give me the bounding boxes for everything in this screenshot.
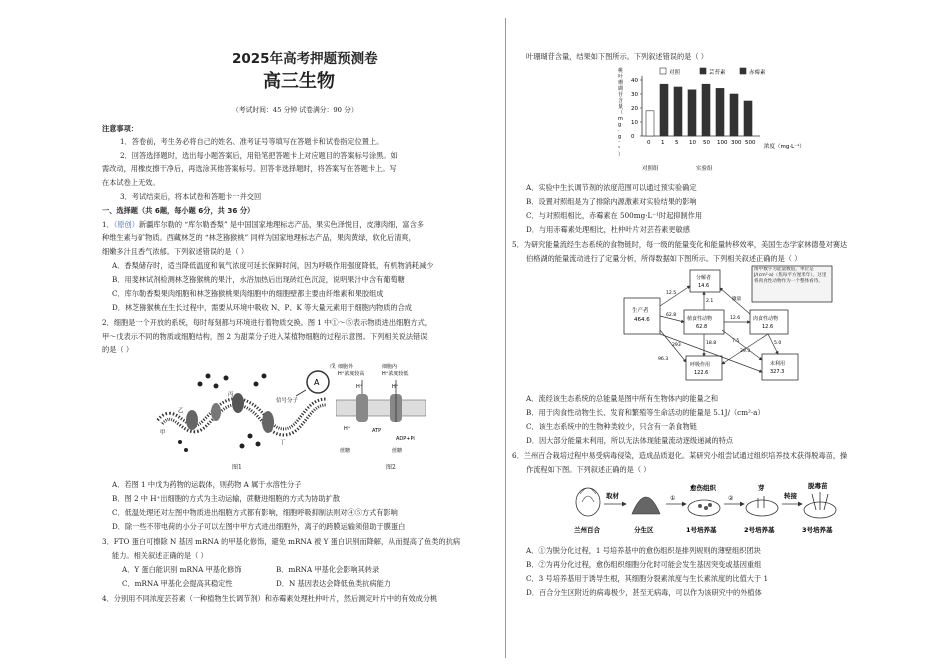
y-label-char: 量 bbox=[618, 104, 624, 110]
flow-label: 愈伤组织 bbox=[690, 484, 716, 492]
chart-group-label: 对照组 bbox=[642, 166, 659, 172]
chart-ylabel bbox=[618, 67, 623, 158]
bar-500 bbox=[744, 101, 752, 136]
flow-label: 芽 bbox=[758, 484, 765, 492]
x-tick-label: 5 bbox=[675, 140, 679, 146]
fig1-label: 乙 bbox=[178, 408, 184, 414]
x-tick-label: 1 bbox=[661, 140, 665, 146]
x-tick-label: 500 bbox=[745, 140, 756, 146]
figure-1-membrane bbox=[156, 362, 346, 460]
notes-heading: 注意事项： bbox=[102, 124, 138, 133]
y-label-char: ¹ bbox=[618, 146, 621, 152]
fig2-label: 蔗糖 bbox=[340, 448, 351, 454]
fig2-label: 蔗糖 bbox=[392, 448, 403, 454]
note-line: 1．答卷前，考生务必将自己的姓名、准考证号等填写在答题卡和试卷指定位置上。 bbox=[120, 137, 384, 146]
question-text: 甲～戊表示不同的物质或细胞结构，图 2 为甜菜分子进入某植物细胞的过程示意图。下列相关说法错误 bbox=[102, 332, 428, 341]
option-a: A．流经该生态系统的总能量是图中所有生物体内的能量之和 bbox=[526, 394, 719, 403]
flow-value: 12.5 bbox=[666, 291, 677, 296]
y-label-char: g bbox=[618, 122, 622, 128]
option-a: A．若图 1 中戊为药物的运载体，则药物 A 属于水溶性分子 bbox=[112, 480, 302, 489]
option-c: C．mRNA 甲基化会提高其稳定性 bbox=[122, 579, 233, 588]
x-tick-label: 300 bbox=[731, 140, 742, 146]
option-b: B．用斐林试剂检测林芝猕猴桃的果汁，水浴加热后出现砖红色沉淀，说明果汁中含有葡萄糖 bbox=[112, 275, 405, 284]
node-herbivore-value: 62.8 bbox=[696, 324, 708, 330]
bar-5 bbox=[674, 87, 682, 136]
y-label-char: 苷 bbox=[618, 92, 624, 98]
option-a: A．①为脱分化过程，1 号培养基中的愈伤组织是排列规则的薄壁组织团块 bbox=[526, 546, 761, 555]
flow-label: 转接 bbox=[784, 492, 797, 500]
flow-label: 2号培养基 bbox=[744, 526, 775, 534]
figure-2-caption: 图2 bbox=[386, 464, 396, 471]
fig2-label: 细胞内 bbox=[382, 364, 398, 370]
option-a: A．香梨储存时，适当降低温度和氧气浓度可延长保鲜时间，因为呼吸作用强度降低，有机物消耗减少 bbox=[112, 261, 434, 270]
option-d: D．与用赤霉素处理相比，杜仲叶片对芸苔素更敏感 bbox=[526, 225, 690, 234]
question-text: 种维生素与矿物质。西藏林芝的 “林芝猕猴桃” 同样为国家地理标志产品，果肉黄绿，软化后清爽， bbox=[102, 233, 416, 242]
fig1-label: 丙 bbox=[228, 392, 234, 398]
bar-1 bbox=[660, 84, 668, 136]
option-c: C．与对照组相比，赤霉素在 500mg·L⁻¹时起抑制作用 bbox=[526, 211, 703, 220]
flow-value: 18.8 bbox=[706, 341, 717, 346]
energy-flow-diagram bbox=[622, 264, 842, 392]
x-tick-label: 0 bbox=[647, 140, 651, 146]
node-decomposer-value: 14.6 bbox=[698, 283, 710, 289]
fig1-label: 信号分子 bbox=[276, 398, 299, 404]
diagram-note: 图中数字为能量数值，单位是J/(cm²·a)（焦每平方厘米年）。这里将肉食性动物作为一个整体看待。 bbox=[754, 267, 827, 284]
subject-title: 高三生物 bbox=[263, 71, 335, 92]
option-b: B．图 2 中 H⁺出细胞的方式为主动运输，蔗糖进细胞的方式为协助扩散 bbox=[112, 494, 341, 503]
legend-label: 芸苔素 bbox=[709, 70, 726, 76]
flow-label: 1号培养基 bbox=[686, 526, 717, 534]
legend-swatch bbox=[700, 68, 706, 74]
exam-info: （考试时间：45 分钟 试卷满分：90 分） bbox=[232, 106, 358, 114]
option-a: A．实验中生长调节剂的浓度范围可以通过预实验确定 bbox=[526, 183, 697, 192]
flow-label: 3号培养基 bbox=[802, 526, 833, 534]
y-tick-label: 10 bbox=[631, 120, 638, 126]
column-divider bbox=[505, 18, 506, 658]
option-c: C．该生态系统中的生物种类较少，只含有一条食物链 bbox=[526, 422, 697, 431]
y-tick-label: 20 bbox=[631, 106, 638, 112]
tissue-culture-flow bbox=[572, 476, 842, 542]
chart-xlabel: 浓度（mg·L⁻¹） bbox=[764, 144, 805, 150]
y-label-char: 含 bbox=[618, 98, 624, 104]
question-text: 5．为研究能量流经生态系统的食物链时，每一级的能量变化和能量转移效率，美国生态学家林德曼对赛达 bbox=[512, 240, 848, 249]
section-heading: 一、选择题（共 6题，每小题 6分，共 36 分） bbox=[102, 206, 255, 215]
node-decomposer: 分解者 bbox=[696, 275, 712, 281]
bar-10 bbox=[688, 90, 696, 136]
option-d: D．因大部分能量未利用，所以无法体现能量流动逐级递减的特点 bbox=[526, 436, 734, 445]
question-text: 作流程如下图。下列叙述正确的是（ ） bbox=[526, 465, 651, 474]
fig2-label: ATP bbox=[372, 428, 382, 434]
option-d: D．林芝猕猴桃在生长过程中，需要从环境中吸收 N、P、K 等大量元素用于细胞内物质的合成 bbox=[112, 303, 412, 312]
flow-value: 12.6 bbox=[730, 316, 741, 321]
figure-2-cotransport bbox=[336, 360, 426, 460]
step-marker: ① bbox=[670, 495, 676, 502]
x-tick-label: 10 bbox=[689, 140, 696, 146]
legend-label: 对照 bbox=[669, 70, 681, 76]
bar-50 bbox=[702, 84, 710, 136]
option-c: C．低温处理还对左图中物质进出细胞方式都有影响，细胞呼吸抑制法则对④⑤方式有影响 bbox=[112, 508, 398, 517]
y-tick-label: 30 bbox=[631, 92, 638, 98]
x-tick-label: 100 bbox=[717, 140, 728, 146]
fig2-label: ADP+Pi bbox=[396, 436, 415, 442]
option-c: C．库尔勒香梨果肉细胞和林芝猕猴桃果肉细胞中的细胞壁都主要由纤维素和果胶组成 bbox=[112, 289, 384, 298]
fig1-label: 甲 bbox=[160, 430, 166, 436]
flow-value: 5.0 bbox=[774, 341, 782, 346]
y-tick-label: 40 bbox=[631, 78, 638, 84]
flow-label: 取材 bbox=[606, 492, 619, 500]
question-text: 伯格湖的能量流动进行了定量分析，所得数据如下图所示。下列相关叙述正确的是（ ） bbox=[526, 254, 802, 263]
x-tick-label: 50 bbox=[703, 140, 710, 146]
option-d: D．百合分生区附近的病毒极少，甚至无病毒，可以作为该研究中的外植体 bbox=[526, 588, 762, 597]
flow-label: 脱毒苗 bbox=[808, 482, 828, 490]
option-b: B．mRNA 甲基化会影响其转录 bbox=[276, 565, 380, 574]
y-label-char: · bbox=[618, 128, 620, 134]
fig1-label: A bbox=[314, 378, 320, 387]
y-label-char: m bbox=[618, 116, 623, 122]
node-unused: 未利用 bbox=[770, 361, 786, 367]
question-text: 的是（ ） bbox=[102, 345, 134, 354]
bar-0 bbox=[646, 111, 654, 136]
option-b: B．②为再分化过程，愈伤组织细胞分化时可能会发生基因突变或基因重组 bbox=[526, 560, 762, 569]
y-label-char: g bbox=[618, 134, 622, 140]
note-line: 在本试卷上无效。 bbox=[102, 178, 160, 187]
node-carnivore: 肉食性动物 bbox=[753, 316, 779, 322]
option-d: D．N 基因表达会降低鱼类抗病能力 bbox=[276, 579, 391, 588]
fig2-label: 细胞外 bbox=[338, 364, 354, 370]
flow-value: 微量 bbox=[732, 297, 742, 302]
flow-label: 分生区 bbox=[634, 526, 654, 534]
question-text: 能力。相关叙述正确的是（ ） bbox=[112, 551, 208, 560]
question-number: 1． bbox=[102, 220, 114, 229]
question-text: 2．细胞是一个开放的系统，每时每刻都与环境进行着物质交换。图 1 中①～⑤表示物质进出细胞方式， bbox=[102, 318, 432, 327]
node-carnivore-value: 12.6 bbox=[762, 324, 774, 330]
legend-swatch bbox=[740, 68, 746, 74]
node-respiration: 呼吸作用 bbox=[690, 362, 711, 368]
legend-label: 赤霉素 bbox=[749, 70, 766, 76]
bar-300 bbox=[730, 94, 738, 136]
chart-bars bbox=[646, 84, 752, 136]
note-line: 需改动，用橡皮擦干净后，再选涂其他答案标号。回答非选择题时，将答案写在答题卡上。写 bbox=[102, 164, 397, 173]
fig2-label: H⁺浓度较低 bbox=[382, 371, 409, 377]
flow-label: 兰州百合 bbox=[574, 526, 600, 534]
legend-swatch bbox=[660, 68, 666, 74]
fig2-label: H⁺ bbox=[344, 426, 351, 432]
option-d: D．除一些不带电荷的小分子可以左图中甲方式进出细胞外，离子的跨膜运输须借助于膜蛋白 bbox=[112, 522, 406, 531]
option-c: C．3 号培养基用于诱导生根，其细胞分裂素浓度与生长素浓度的比值大于 1 bbox=[526, 574, 769, 583]
fig1-label: 丁 bbox=[280, 440, 286, 446]
y-label-char: ） bbox=[618, 152, 624, 158]
exam-title: 2025年高考押题预测卷 bbox=[232, 51, 378, 67]
question-1 bbox=[102, 220, 424, 229]
node-producer-value: 464.6 bbox=[634, 317, 650, 323]
question-text: 细嫩多汁且香气浓郁。下列叙述错误的是（ ） bbox=[102, 247, 249, 256]
flow-value: 2.1 bbox=[706, 299, 714, 304]
fig1-label: 戊 bbox=[330, 364, 336, 370]
question-text: 3．FTO 蛋白可擦除 N 基因 mRNA 的甲基化修饰，避免 mRNA 被 Y 蛋白识别而降解，从而提高了鱼类的抗病 bbox=[102, 537, 461, 546]
option-b: B．设置对照组是为了排除内源激素对实验结果的影响 bbox=[526, 197, 697, 206]
node-respiration-value: 122.6 bbox=[694, 370, 709, 376]
option-a: A．Y 蛋白能识别 mRNA 甲基化修饰 bbox=[122, 565, 242, 574]
y-tick-label: 0 bbox=[631, 134, 635, 140]
fig2-label: H⁺浓度较高 bbox=[338, 371, 365, 377]
fig2-label: H⁺ bbox=[356, 384, 363, 390]
flow-value: 29.3 bbox=[740, 349, 751, 354]
node-herbivore: 植食性动物 bbox=[687, 316, 713, 322]
flow-value: 293 bbox=[672, 343, 681, 348]
y-label-char: （ bbox=[618, 110, 624, 116]
y-label-char: ⁻ bbox=[618, 140, 621, 146]
bar-chart bbox=[612, 64, 812, 182]
figure-1-caption: 图1 bbox=[232, 464, 242, 471]
node-producer: 生产者 bbox=[632, 308, 649, 314]
note-line: 2．回答选择题时，选出每小题答案后，用铅笔把答题卡上对应题目的答案标号涂黑。如 bbox=[120, 151, 398, 160]
question-text: 新疆库尔勒的 “库尔勒香梨” 是中国国家地理标志产品，果实色泽悦目，皮薄肉细，富含多 bbox=[138, 220, 424, 229]
y-label-char: 瑚 bbox=[618, 86, 624, 92]
node-unused-value: 327.3 bbox=[770, 369, 785, 375]
question-text: 4．分别用不同浓度芸苔素（一种植物生长调节剂）和赤霉素处理杜仲叶片，然后测定叶片中的有效成分桃 bbox=[102, 594, 438, 603]
note-line: 3．考试结束后，将本试卷和答题卡一并交回 bbox=[120, 192, 262, 201]
fig2-label: H⁺ bbox=[392, 384, 399, 390]
flow-value: 7.5 bbox=[732, 339, 740, 344]
original-tag: （原创） bbox=[113, 220, 139, 229]
bar-100 bbox=[716, 88, 724, 136]
flow-value: 96.3 bbox=[658, 357, 669, 362]
question-text: 6．兰州百合栽培过程中易受病毒侵染，造成品质退化。某研究小组尝试通过组织培养技术获得脱毒苗，操 bbox=[512, 451, 848, 460]
y-label-char: 叶 bbox=[618, 74, 624, 80]
y-label-char: 珊 bbox=[618, 80, 624, 86]
question-text: 叶珊瑚苷含量，结果如下图所示。下列叙述错误的是（ ） bbox=[526, 52, 708, 61]
step-marker: ② bbox=[728, 495, 734, 502]
option-b: B．用于肉食性动物生长、发育和繁殖等生命活动的能量是 5.1J/（cm²·a） bbox=[526, 408, 765, 417]
flow-value: 62.8 bbox=[666, 313, 677, 318]
y-label-char: 桃 bbox=[618, 68, 624, 74]
chart-group-label: 实验组 bbox=[696, 166, 713, 172]
chart-legend bbox=[660, 68, 766, 76]
